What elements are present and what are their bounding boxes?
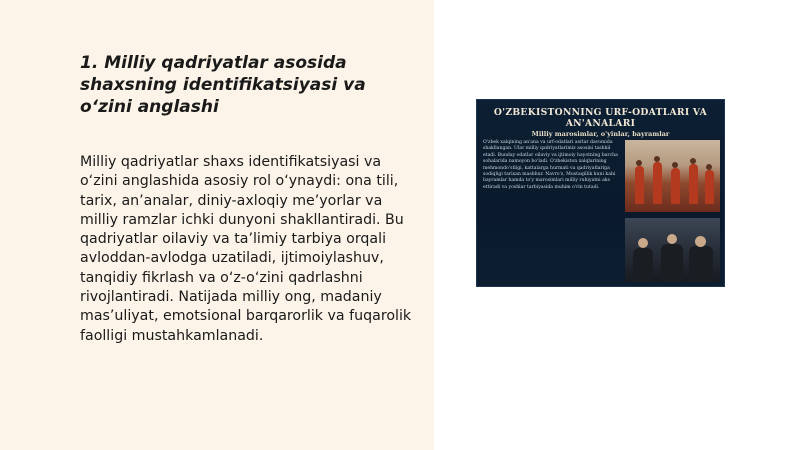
poster-subtitle: Milliy marosimlar, o'yinlar, bayramlar [531,130,670,138]
traditions-poster-image [476,99,725,287]
slide-body-text: Milliy qadriyatlar shaxs identifikatsiyasi va o‘zini anglashida asosiy rol o‘ynaydi: ona tili, tarix, an’analar, diniy-axloqiy me’yorlar va milliy ramzlar ichki dunyoni shakllantiradi. Bu qadriyatlar oilaviy va ta’limiy tarbiya orqali avloddan-avlodga uzatiladi, ijtimoiylashuv, tanqidiy fikrlash va o‘z-o‘zini qadrlashni rivojlantiradi. Natijada milliy ong, madaniy mas’uliyat, emotsional barqarorlik va fuqarolik faolligi mustahkamlanadi. [80,154,412,344]
slide-title: 1. Milliy qadriyatlar asosida shaxsning identifikatsiyasi va o‘zini anglashi [80,53,366,117]
poster-text: O'zbek xalqining an'ana va urf-odatlari asrlar davomida shakllangan. Ular milliy qadriyatlarimiz asosini tashkil etadi. Bunday odatlar oilaviy va ijtimoiy hayotning barcha sohalarida namoyon bo'ladi. O'zbekiston xalqlarining mehmondo'stligi, kattalarga hurmati va qadriyatlariga sodiqligi tarixan mashhur. Navro'z, Mustaqillik kuni kabi bayramlar hamda to'y marosimlari milliy ruhiyatni aks ettiradi va yoshlar tarbiyasida muhim o'rin tutadi. [483,140,618,190]
dancers-photo [625,140,720,212]
poster-title: O'ZBEKISTONNING URF-ODATLARI VA AN'ANALARI [493,107,708,129]
gathering-photo [625,218,720,282]
